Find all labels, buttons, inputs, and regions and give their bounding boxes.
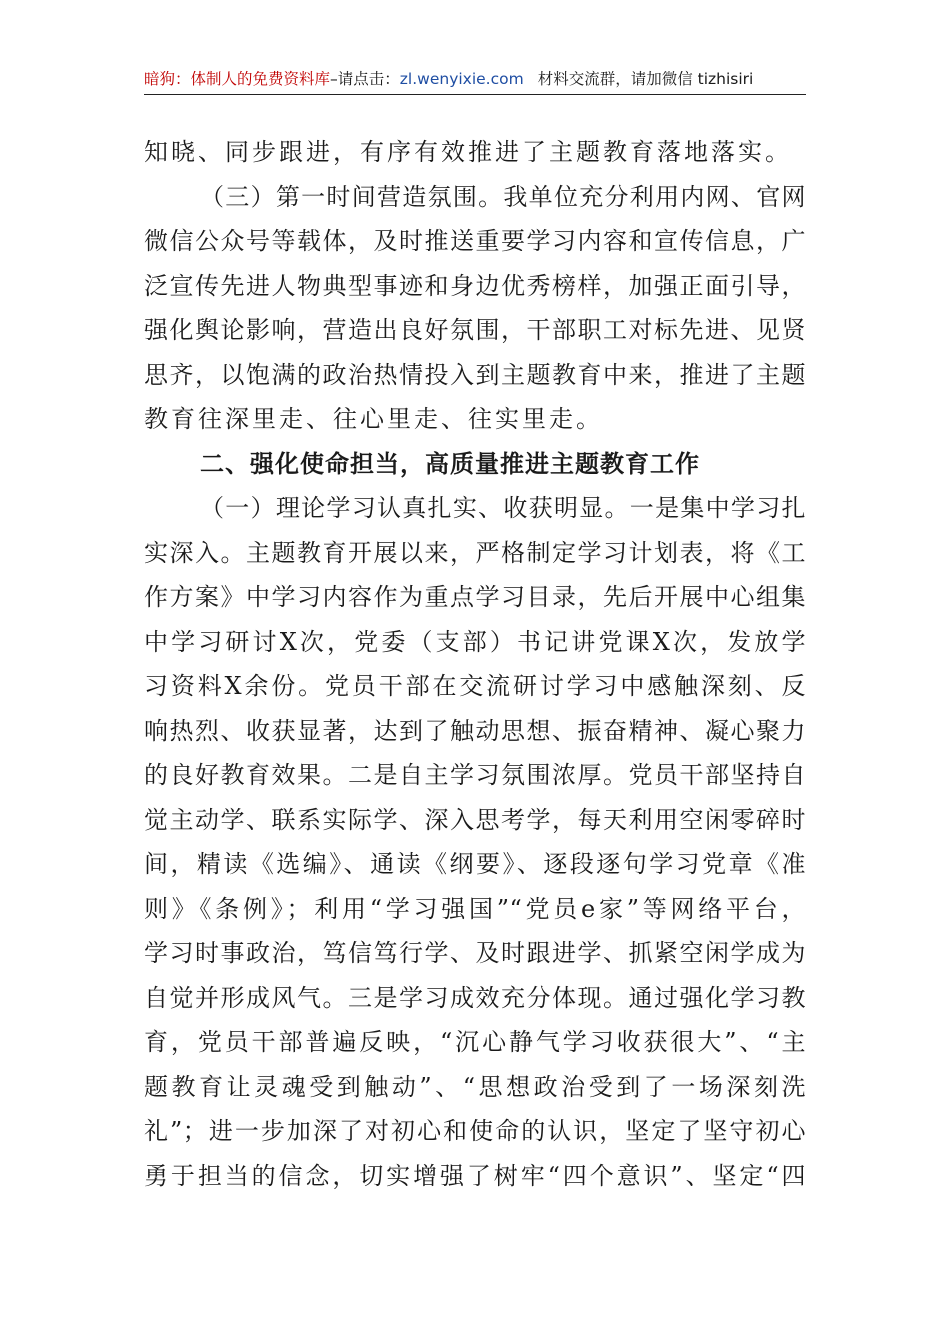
body-text-line: 勇于担当的信念，切实增强了树牢“四个意识”、坚定“四 bbox=[144, 1161, 806, 1190]
body-text-line: 的良好教育效果。二是自主学习氛围浓厚。党员干部坚持自 bbox=[144, 761, 806, 789]
body-text-line: 则》《条例》；利用“学习强国”“党员e家”等网络平台， bbox=[144, 894, 806, 923]
body-text-line: 题教育让灵魂受到触动”、“思想政治受到了一场深刻洗 bbox=[144, 1072, 806, 1101]
body-text-line: 实深入。主题教育开展以来，严格制定学习计划表，将《工 bbox=[144, 538, 806, 567]
body-text-line: （一）理论学习认真扎实、收获明显。一是集中学习扎 bbox=[200, 494, 806, 522]
body-text-line: 知晓、同步跟进，有序有效推进了主题教育落地落实。 bbox=[144, 138, 792, 166]
header-site-name: 暗狗：体制人的免费资料库 bbox=[144, 70, 331, 88]
section-heading: 二、强化使命担当，高质量推进主题教育工作 bbox=[200, 449, 700, 478]
body-text-line: （三）第一时间营造氛围。我单位充分利用内网、官网 bbox=[200, 182, 806, 211]
page-header-banner bbox=[144, 64, 806, 94]
body-text-line: 学习时事政治，笃信笃行学、及时跟进学、抓紧空闲学成为 bbox=[144, 939, 806, 967]
body-text-line: 习资料X余份。党员干部在交流研讨学习中感触深刻、反 bbox=[144, 672, 806, 700]
body-text-line: 礼”；进一步加深了对初心和使命的认识，坚定了坚守初心 bbox=[144, 1117, 806, 1145]
body-text-line: 微信公众号等载体，及时推送重要学习内容和宣传信息，广 bbox=[144, 227, 806, 255]
body-text-line: 作方案》中学习内容作为重点学习目录，先后开展中心组集 bbox=[144, 583, 806, 611]
body-text-line: 中学习研讨X次，党委（支部）书记讲党课X次，发放学 bbox=[144, 627, 806, 656]
document-body bbox=[144, 130, 806, 1198]
header-site-link[interactable]: zl.wenyixie.com bbox=[399, 70, 524, 88]
body-text-line: 思齐，以饱满的政治热情投入到主题教育中来，推进了主题 bbox=[144, 360, 806, 389]
body-text-line: 泛宣传先进人物典型事迹和身边优秀榜样，加强正面引导， bbox=[144, 271, 806, 300]
header-wechat-note: 材料交流群，请加微信 tizhisiri bbox=[537, 70, 754, 88]
body-text-line: 间，精读《选编》、通读《纲要》、逐段逐句学习党章《准 bbox=[144, 850, 806, 878]
header-divider bbox=[144, 94, 806, 95]
body-text-line: 自觉并形成风气。三是学习成效充分体现。通过强化学习教 bbox=[144, 983, 806, 1012]
body-text-line: 教育往深里走、往心里走、往实里走。 bbox=[144, 405, 603, 433]
body-text-line: 响热烈、收获显著，达到了触动思想、振奋精神、凝心聚力 bbox=[144, 716, 806, 745]
body-text-line: 强化舆论影响，营造出良好氛围，干部职工对标先进、见贤 bbox=[144, 316, 806, 344]
body-text-line: 育，党员干部普遍反映，“沉心静气学习收获很大”、“主 bbox=[144, 1028, 806, 1056]
body-text-line: 觉主动学、联系实际学、深入思考学，每天利用空闲零碎时 bbox=[144, 805, 806, 834]
header-click-prompt: –请点击： bbox=[330, 70, 400, 88]
